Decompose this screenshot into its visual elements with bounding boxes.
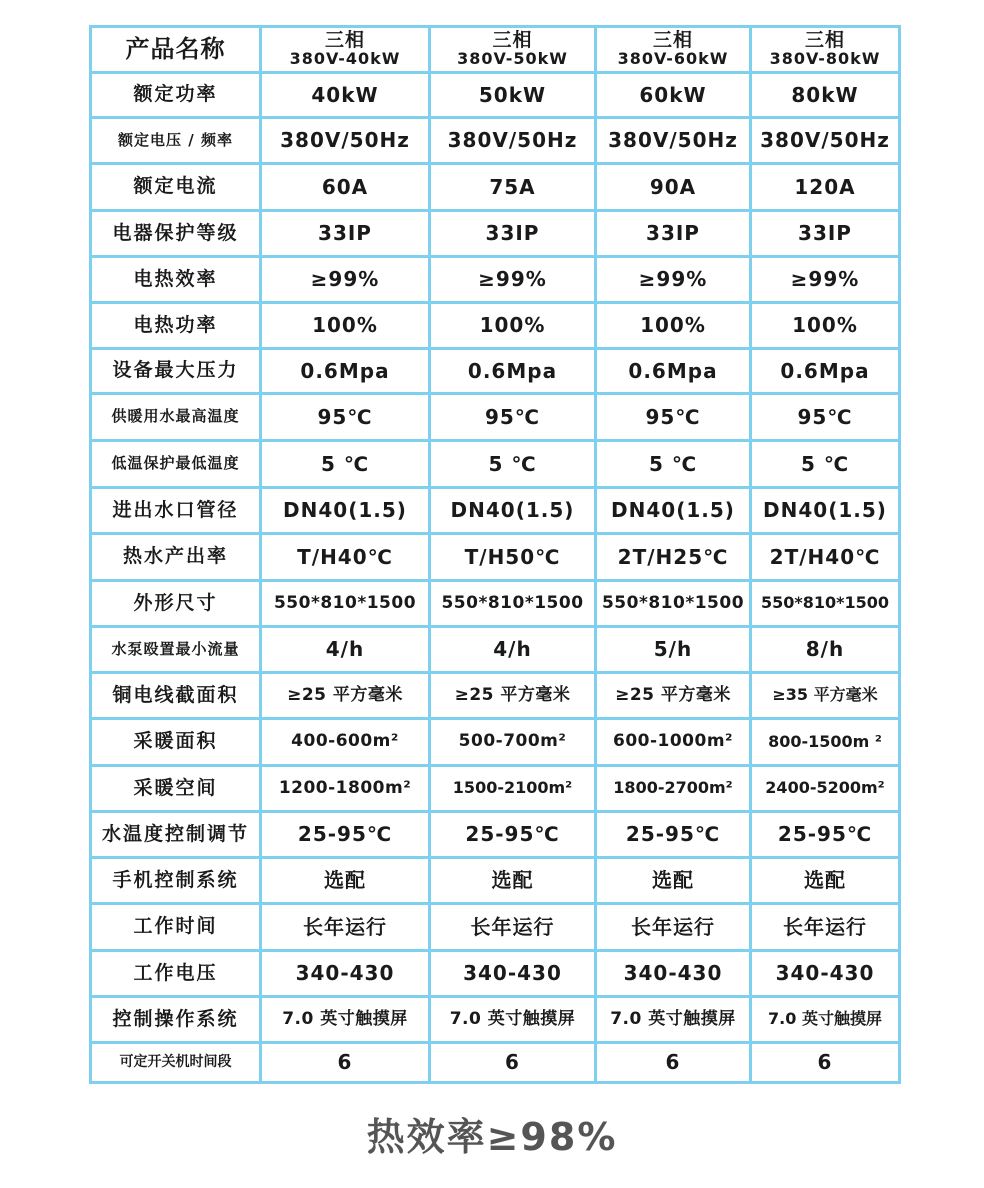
row-label: 水泵殴置最小流量 <box>91 627 261 673</box>
table-cell: 100% <box>261 303 430 349</box>
table-cell: 8/h <box>751 627 900 673</box>
table-cell: 33IP <box>261 211 430 257</box>
table-cell: ≥25 平方毫米 <box>261 673 430 719</box>
table-cell: DN40(1.5) <box>751 488 900 534</box>
table-row <box>91 349 900 394</box>
table-cell: 选配 <box>596 858 751 904</box>
table-cell: ≥99% <box>430 257 596 303</box>
table-cell: 长年运行 <box>261 904 430 951</box>
model-header <box>596 27 751 73</box>
table-cell: 25-95℃ <box>261 812 430 858</box>
row-label: 外形尺寸 <box>91 581 261 627</box>
table-cell: 60A <box>261 164 430 211</box>
table-cell: 5/h <box>596 627 751 673</box>
table-cell: 33IP <box>430 211 596 257</box>
table-row <box>91 441 900 488</box>
table-cell: 25-95℃ <box>751 812 900 858</box>
table-cell: 0.6Mpa <box>261 349 430 394</box>
table-cell: 380V/50Hz <box>596 118 751 164</box>
table-cell: 600-1000m² <box>596 719 751 766</box>
table-cell: 选配 <box>430 858 596 904</box>
row-label: 控制操作系统 <box>91 997 261 1043</box>
table-row <box>91 73 900 118</box>
table-cell: ≥35 平方毫米 <box>751 673 900 719</box>
table-cell: 长年运行 <box>751 904 900 951</box>
table-cell: 95℃ <box>430 394 596 441</box>
table-cell: 选配 <box>261 858 430 904</box>
row-label: 额定功率 <box>91 73 261 118</box>
row-label: 电热效率 <box>91 257 261 303</box>
table-cell: 380V/50Hz <box>261 118 430 164</box>
model-spec: 380V-60kW <box>617 49 729 69</box>
table-cell: 550*810*1500 <box>751 581 900 627</box>
table-cell: 0.6Mpa <box>596 349 751 394</box>
table-cell: 340-430 <box>751 951 900 997</box>
table-cell: ≥25 平方毫米 <box>596 673 751 719</box>
table-cell: ≥25 平方毫米 <box>430 673 596 719</box>
table-cell: 2400-5200m² <box>751 766 900 812</box>
row-label: 手机控制系统 <box>91 858 261 904</box>
model-spec: 380V-80kW <box>769 49 881 69</box>
table-cell: 4/h <box>430 627 596 673</box>
table-cell: 95℃ <box>751 394 900 441</box>
table-cell: 5 ℃ <box>430 441 596 488</box>
row-label: 工作时间 <box>91 904 261 951</box>
table-row <box>91 581 900 627</box>
table-cell: 95℃ <box>596 394 751 441</box>
table-cell: 选配 <box>751 858 900 904</box>
table-cell: 7.0 英寸触摸屏 <box>430 997 596 1043</box>
table-cell: 1800-2700m² <box>596 766 751 812</box>
table-cell: DN40(1.5) <box>261 488 430 534</box>
row-label: 铜电线截面积 <box>91 673 261 719</box>
table-cell: 0.6Mpa <box>751 349 900 394</box>
model-header <box>261 27 430 73</box>
table-cell: 550*810*1500 <box>596 581 751 627</box>
table-row <box>91 858 900 904</box>
table-cell: 95℃ <box>261 394 430 441</box>
model-phase: 三相 <box>652 29 693 52</box>
table-cell: 5 ℃ <box>261 441 430 488</box>
table-cell: DN40(1.5) <box>596 488 751 534</box>
table-cell: 100% <box>430 303 596 349</box>
row-label: 额定电流 <box>91 164 261 211</box>
row-label: 额定电压 / 频率 <box>91 118 261 164</box>
table-cell: 5 ℃ <box>751 441 900 488</box>
table-cell: 800-1500m ² <box>751 719 900 766</box>
table-row <box>91 534 900 581</box>
model-header <box>430 27 596 73</box>
table-cell: T/H40℃ <box>261 534 430 581</box>
table-cell: ≥99% <box>751 257 900 303</box>
row-label: 采暖面积 <box>91 719 261 766</box>
table-cell: 长年运行 <box>596 904 751 951</box>
table-row <box>91 951 900 997</box>
table-cell: 75A <box>430 164 596 211</box>
table-cell: 25-95℃ <box>430 812 596 858</box>
table-cell: 550*810*1500 <box>430 581 596 627</box>
model-spec: 380V-40kW <box>289 49 401 69</box>
table-cell: 6 <box>596 1043 751 1083</box>
table-cell: T/H50℃ <box>430 534 596 581</box>
table-cell: 33IP <box>596 211 751 257</box>
table-cell: ≥99% <box>596 257 751 303</box>
table-cell: 50kW <box>430 73 596 118</box>
table-cell: 80kW <box>751 73 900 118</box>
table-cell: 2T/H25℃ <box>596 534 751 581</box>
row-label: 可定开关机时间段 <box>91 1043 261 1083</box>
row-label: 采暖空间 <box>91 766 261 812</box>
table-cell: 380V/50Hz <box>430 118 596 164</box>
table-cell: ≥99% <box>261 257 430 303</box>
table-row <box>91 719 900 766</box>
table-cell: 340-430 <box>430 951 596 997</box>
model-spec: 380V-50kW <box>457 49 568 69</box>
table-cell: 6 <box>261 1043 430 1083</box>
row-label: 水温度控制调节 <box>91 812 261 858</box>
row-label: 设备最大压力 <box>91 349 261 394</box>
table-row <box>91 118 900 164</box>
model-phase: 三相 <box>804 29 845 52</box>
table-cell: 1200-1800m² <box>261 766 430 812</box>
table-cell: 7.0 英寸触摸屏 <box>751 997 900 1043</box>
table-cell: 7.0 英寸触摸屏 <box>261 997 430 1043</box>
table-cell: 25-95℃ <box>596 812 751 858</box>
model-phase: 三相 <box>492 29 533 52</box>
table-cell: 400-600m² <box>261 719 430 766</box>
table-cell: 6 <box>430 1043 596 1083</box>
row-label: 热水产出率 <box>91 534 261 581</box>
table-cell: 500-700m² <box>430 719 596 766</box>
model-header <box>751 27 900 73</box>
row-label: 电器保护等级 <box>91 211 261 257</box>
table-row <box>91 997 900 1043</box>
table-cell: 340-430 <box>261 951 430 997</box>
table-row <box>91 766 900 812</box>
row-label: 进出水口管径 <box>91 488 261 534</box>
table-cell: 1500-2100m² <box>430 766 596 812</box>
table-row <box>91 812 900 858</box>
row-label: 工作电压 <box>91 951 261 997</box>
spec-table <box>89 25 901 1084</box>
table-cell: 33IP <box>751 211 900 257</box>
model-phase: 三相 <box>324 29 365 52</box>
table-cell: 0.6Mpa <box>430 349 596 394</box>
table-cell: 40kW <box>261 73 430 118</box>
header-row <box>91 27 900 73</box>
table-row <box>91 627 900 673</box>
table-row <box>91 257 900 303</box>
table-cell: 2T/H40℃ <box>751 534 900 581</box>
table-cell: 380V/50Hz <box>751 118 900 164</box>
table-cell: 5 ℃ <box>596 441 751 488</box>
row-label: 电热功率 <box>91 303 261 349</box>
table-row <box>91 394 900 441</box>
table-row <box>91 1043 900 1083</box>
header-label: 产品名称 <box>91 27 261 73</box>
table-cell: 60kW <box>596 73 751 118</box>
efficiency-banner: 热效率≥98% <box>366 1115 618 1159</box>
table-cell: 120A <box>751 164 900 211</box>
row-label: 供暖用水最高温度 <box>91 394 261 441</box>
row-label: 低温保护最低温度 <box>91 441 261 488</box>
table-row <box>91 488 900 534</box>
table-row <box>91 303 900 349</box>
table-cell: 550*810*1500 <box>261 581 430 627</box>
table-row <box>91 211 900 257</box>
table-row <box>91 673 900 719</box>
table-cell: 4/h <box>261 627 430 673</box>
table-cell: 长年运行 <box>430 904 596 951</box>
table-cell: 340-430 <box>596 951 751 997</box>
table-row <box>91 164 900 211</box>
table-cell: 7.0 英寸触摸屏 <box>596 997 751 1043</box>
table-cell: 100% <box>596 303 751 349</box>
table-cell: 6 <box>751 1043 900 1083</box>
table-cell: DN40(1.5) <box>430 488 596 534</box>
table-cell: 100% <box>751 303 900 349</box>
table-row <box>91 904 900 951</box>
table-cell: 90A <box>596 164 751 211</box>
